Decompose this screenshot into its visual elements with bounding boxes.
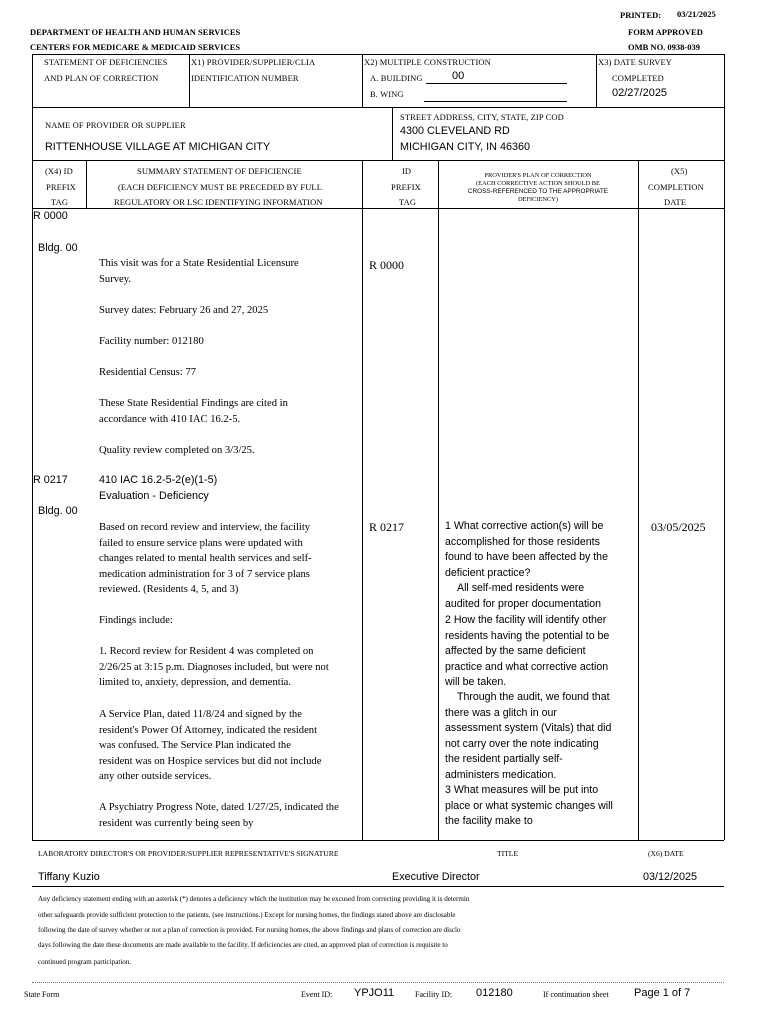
printed-label: PRINTED: xyxy=(620,10,662,20)
event-id-label: Event ID: xyxy=(301,990,333,999)
facility-id-label: Facility ID: xyxy=(415,990,453,999)
plan-question-2: 2 How the facility will identify other residents having the potential to be affected by the same deficient practice and what corrective action will be taken. xyxy=(445,614,610,689)
summary-label-line3: REGULATORY OR LSC IDENTIFYING INFORMATION xyxy=(114,197,323,207)
plan-answer-2: Through the audit, we found that there was a glitch in our assessment system (Vitals) that did not carry over the note indicating the resident partially self-administers medication. xyxy=(445,691,612,781)
disclaimer-line1: Any deficiency statement ending with an asterisk (*) denotes a deficiency which the institution may be excused from correcting providing it is determin xyxy=(38,895,470,903)
signature-label: LABORATORY DIRECTOR'S OR PROVIDER/SUPPLIER REPRESENTATIVE'S SIGNATURE xyxy=(38,849,339,858)
r0217-regulation-title: Evaluation - Deficiency xyxy=(99,490,209,502)
id-tag-label: TAG xyxy=(399,197,417,207)
plan-label-line2: (EACH CORRECTIVE ACTION SHOULD BE xyxy=(476,180,600,187)
plan-label-line1: PROVIDER'S PLAN OF CORRECTION xyxy=(484,172,592,179)
signer-title: Executive Director xyxy=(392,871,480,883)
plan-label-line4: DEFICIENCY) xyxy=(517,196,559,203)
r0217-service-plan: A Service Plan, dated 11/8/24 and signed by the resident's Power Of Attorney, indicated the resident was confused. The Service Plan indicated the resident was on Hospice services but did not include any other outside services. xyxy=(99,709,322,783)
x1-label-line2: IDENTIFICATION NUMBER xyxy=(191,73,299,83)
event-id: YPJO11 xyxy=(354,987,395,999)
form-approved: FORM APPROVED xyxy=(628,27,703,37)
r0000-census: Residential Census: 77 xyxy=(99,367,197,378)
state-form-label: State Form xyxy=(24,990,60,999)
id-prefix-label: PREFIX xyxy=(391,182,421,192)
signer-name: Tiffany Kuzio xyxy=(38,871,100,883)
address-city: MICHIGAN CITY, IN 46360 xyxy=(400,141,531,153)
r0217-psychiatry-note: A Psychiatry Progress Note, dated 1/27/25, indicated the resident was currently being seen by xyxy=(99,802,339,829)
centers-title: CENTERS FOR MEDICARE & MEDICAID SERVICES xyxy=(30,42,241,52)
page-number: Page 1 of 7 xyxy=(634,987,691,999)
r0217-resident4-record: 1. Record review for Resident 4 was completed on 2/26/25 at 3:15 p.m. Diagnoses included, but were not limited to, anxiety, depression, and dementia. xyxy=(99,646,329,689)
x4-id-label: (X4) ID xyxy=(45,166,73,176)
disclaimer-line5: continued program participation. xyxy=(38,958,132,966)
plan-answer-1: All self-med residents were audited for proper documentation xyxy=(445,582,602,610)
summary-label-line2: (EACH DEFICIENCY MUST BE PRECEDED BY FULL xyxy=(118,182,323,192)
tag-r0217: R 0217 xyxy=(33,474,68,486)
department-title: DEPARTMENT OF HEALTH AND HUMAN SERVICES xyxy=(30,27,241,37)
printed-date: 03/21/2025 xyxy=(677,9,716,19)
tag-r0000: R 0000 xyxy=(33,210,68,222)
plan-label-line3: CROSS-REFERENCED TO THE APPROPRIATE xyxy=(467,188,609,195)
building-value: 00 xyxy=(452,70,465,82)
address-street: 4300 CLEVELAND RD xyxy=(400,125,510,137)
signature-date-label: (X6) DATE xyxy=(648,849,684,858)
id-tag-r0217: R 0217 xyxy=(369,520,405,534)
wing-label: B. WING xyxy=(370,89,404,99)
r0000-visit-text: This visit was for a State Residential Licensure Survey. xyxy=(99,258,299,285)
x4-tag-label: TAG xyxy=(51,197,69,207)
x5-completion-label: COMPLETION xyxy=(648,182,704,192)
disclaimer-line3: following the date of survey whether or not a plan of correction is provided. For nursing homes, the above findings and plans of correction are disclo xyxy=(38,926,461,934)
r0000-quality-review: Quality review completed on 3/3/25. xyxy=(99,445,255,456)
statement-label-line1: STATEMENT OF DEFICIENCIES xyxy=(44,57,168,67)
facility-id: 012180 xyxy=(476,987,513,999)
completion-date: 03/05/2025 xyxy=(651,520,706,534)
continuation-label: If continuation sheet xyxy=(543,990,609,999)
id-label: ID xyxy=(402,166,412,176)
plan-question-1: 1 What corrective action(s) will be accomplished for those residents found to have been affected by the deficient practice? xyxy=(445,520,608,579)
statement-label-line2: AND PLAN OF CORRECTION xyxy=(44,73,159,83)
omb-number: OMB NO. 0938-039 xyxy=(628,42,701,52)
survey-completed-date: 02/27/2025 xyxy=(612,87,668,99)
disclaimer-line4: days following the date these documents are made available to the facility. If deficiencies are cited, an approved plan of correction is requisite to xyxy=(38,941,448,949)
x2-label: X2) MULTIPLE CONSTRUCTION xyxy=(364,57,491,67)
x5-label: (X5) xyxy=(671,166,688,176)
id-tag-r0000: R 0000 xyxy=(369,258,405,272)
r0217-regulation: 410 IAC 16.2-5-2(e)(1-5) xyxy=(99,474,218,486)
disclaimer-line2: other safeguards provide sufficient protection to the patients. (see instructions.) Except for nursing homes, the findings stated above are disclosable xyxy=(38,911,456,919)
title-label: TITLE xyxy=(497,849,519,858)
signature-date: 03/12/2025 xyxy=(643,871,698,883)
x3-completed-label: COMPLETED xyxy=(612,73,664,83)
x3-label: X3) DATE SURVEY xyxy=(598,57,673,67)
building-label: A. BUILDING xyxy=(370,73,423,83)
r0217-deficiency-text: Based on record review and interview, the facility failed to ensure service plans were updated with changes related to mental health services and self-medication administration for 3 of 7 service plans reviewed. (Residents 4, 5, and 3) xyxy=(99,522,312,596)
address-label: STREET ADDRESS, CITY, STATE, ZIP COD xyxy=(400,112,564,122)
building-tag-2: Bldg. 00 xyxy=(38,505,78,517)
building-tag-1: Bldg. 00 xyxy=(38,242,78,254)
r0000-facility-number: Facility number: 012180 xyxy=(99,336,204,347)
x5-date-label: DATE xyxy=(664,197,687,207)
r0000-findings-text: These State Residential Findings are cited in accordance with 410 IAC 16.2-5. xyxy=(99,398,288,425)
plan-question-3: 3 What measures will be put into place or what systemic changes will the facility make to xyxy=(445,784,613,828)
r0217-findings-label: Findings include: xyxy=(99,615,173,626)
provider-name: RITTENHOUSE VILLAGE AT MICHIGAN CITY xyxy=(45,141,271,153)
x4-prefix-label: PREFIX xyxy=(46,182,76,192)
r0000-survey-dates: Survey dates: February 26 and 27, 2025 xyxy=(99,305,269,316)
x1-label-line1: X1) PROVIDER/SUPPLIER/CLIA xyxy=(191,57,316,67)
provider-name-label: NAME OF PROVIDER OR SUPPLIER xyxy=(45,120,186,130)
summary-label-line1: SUMMARY STATEMENT OF DEFICIENCIE xyxy=(137,166,302,176)
